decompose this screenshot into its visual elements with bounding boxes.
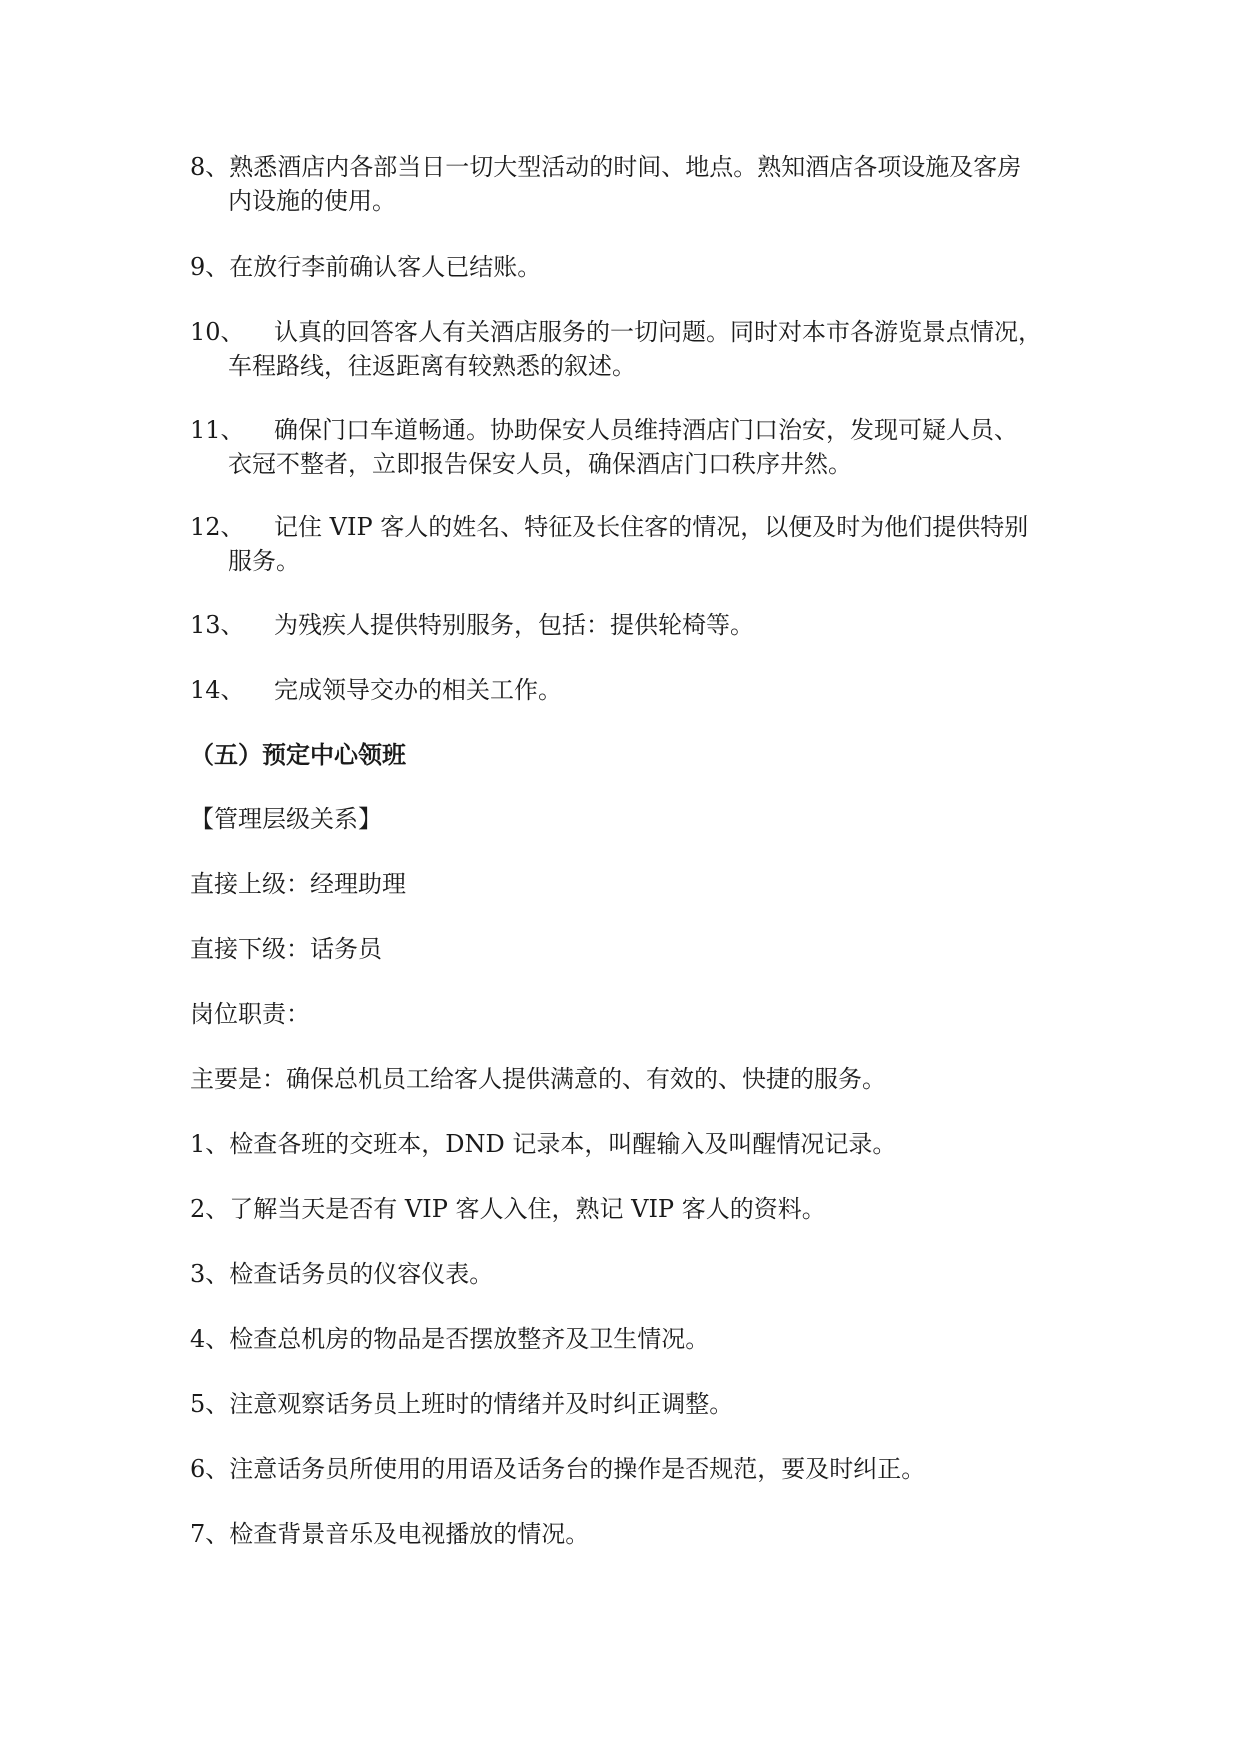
item-number: 12、 <box>190 513 245 541</box>
item-text: 为残疾人提供特别服务，包括：提供轮椅等。 <box>274 611 754 639</box>
list-item <box>190 413 1070 481</box>
list-item <box>190 315 1070 383</box>
item-number: 8、 <box>190 153 230 181</box>
list-item: 3、检查话务员的仪容仪表。 <box>190 1260 494 1288</box>
list-item: 2、了解当天是否有 VIP 客人入住，熟记 VIP 客人的资料。 <box>190 1195 826 1223</box>
item-text: 认真的回答客人有关酒店服务的一切问题。同时对本市各游览景点情况， <box>274 318 1042 346</box>
item-number: 10、 <box>190 318 245 346</box>
list-item: 1、检查各班的交班本，DND 记录本，叫醒输入及叫醒情况记录。 <box>190 1130 897 1158</box>
item-text: 确保门口车道畅通。协助保安人员维持酒店门口治安，发现可疑人员、 <box>274 416 1018 444</box>
subordinate-line: 直接下级：话务员 <box>190 935 382 963</box>
list-item <box>190 673 1070 707</box>
item-number: 11、 <box>190 416 245 444</box>
list-item <box>190 250 1070 284</box>
item-text-continuation: 服务。 <box>228 547 300 575</box>
list-item: 7、检查背景音乐及电视播放的情况。 <box>190 1520 590 1548</box>
list-item <box>190 608 1070 642</box>
item-text-continuation: 车程路线，往返距离有较熟悉的叙述。 <box>228 352 636 380</box>
hierarchy-label: 【管理层级关系】 <box>190 805 382 833</box>
list-item: 4、检查总机房的物品是否摆放整齐及卫生情况。 <box>190 1325 710 1353</box>
list-item: 6、注意话务员所使用的用语及话务台的操作是否规范，要及时纠正。 <box>190 1455 926 1483</box>
item-text: 记住 VIP 客人的姓名、特征及长住客的情况，以便及时为他们提供特别 <box>274 513 1029 541</box>
main-duty: 主要是：确保总机员工给客人提供满意的、有效的、快捷的服务。 <box>190 1065 886 1093</box>
item-number: 13、 <box>190 611 245 639</box>
superior-line: 直接上级：经理助理 <box>190 870 406 898</box>
item-text: 完成领导交办的相关工作。 <box>274 676 562 704</box>
item-text-continuation: 内设施的使用。 <box>228 187 396 215</box>
item-number: 9、 <box>190 253 230 281</box>
item-text: 熟悉酒店内各部当日一切大型活动的时间、地点。熟知酒店各项设施及客房 <box>229 153 1022 181</box>
item-text-continuation: 衣冠不整者，立即报告保安人员，确保酒店门口秩序井然。 <box>228 450 852 478</box>
list-item: 5、注意观察话务员上班时的情绪并及时纠正调整。 <box>190 1390 734 1418</box>
item-number: 14、 <box>190 676 245 704</box>
list-item <box>190 150 1070 218</box>
list-item <box>190 510 1070 578</box>
duties-label: 岗位职责： <box>190 1000 310 1028</box>
item-text: 在放行李前确认客人已结账。 <box>229 253 542 281</box>
section-title: （五）预定中心领班 <box>190 740 406 769</box>
